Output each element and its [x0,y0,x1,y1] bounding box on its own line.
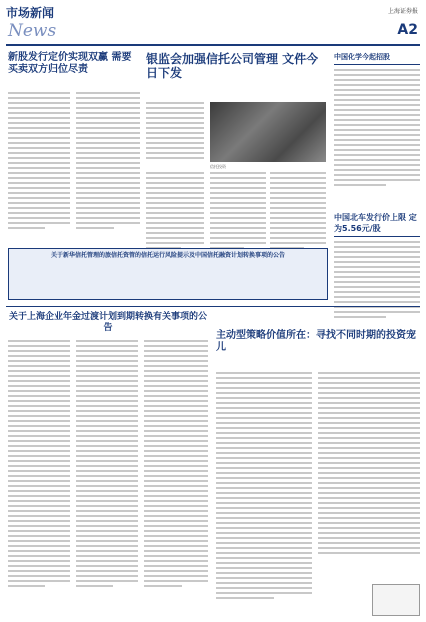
article-4[interactable] [334,212,420,321]
photo-caption: 信托投资 [210,164,226,169]
article-photo [210,102,326,162]
article-6-col-2 [318,372,420,557]
article-6-title[interactable]: 主动型策略价值所在：寻找不同时期的投资宠儿 [216,330,416,353]
promo-logo [372,584,420,616]
article-2-body-cont-2 [210,172,266,252]
notice-banner [8,248,328,300]
article-5-col-2 [76,340,138,590]
article-1-body-left [8,92,70,232]
article-2-body-cont-1 [146,172,204,252]
notice-title: 关于新华信托管理的旅信托资管的信托运行风险提示及中国信托融资计划转换事项的公告 [50,252,285,259]
article-1-title[interactable]: 新股发行定价实现双赢 需要买卖双方归位尽责 [8,52,132,75]
article-2-body-cont-3 [270,172,326,252]
article-2-title[interactable]: 银监会加强信托公司管理 文件今日下发 [146,52,319,81]
article-4-title[interactable]: 中国北车发行价上限 定为5.56元/股 [334,212,420,237]
article-2[interactable] [146,52,326,85]
notice-text [9,260,327,264]
article-1[interactable] [8,52,140,80]
article-5-title[interactable]: 关于上海企业年金过渡计划到期转换有关事项的公告 [8,312,207,333]
section-divider [6,306,420,307]
article-2-body-left [146,102,204,162]
article-3-title[interactable]: 中国化学今起招股 [334,52,420,65]
article-5[interactable] [8,312,208,338]
article-6[interactable] [216,330,420,358]
article-3[interactable] [334,52,420,189]
page-number: A2 [397,22,418,38]
article-6-col-1 [216,372,312,602]
article-1-body-right [76,92,140,232]
paper-name: 上海证券报 [387,8,418,15]
masthead [6,4,420,46]
section-subtitle: News [8,21,57,41]
article-5-col-1 [8,340,70,590]
section-name: 市场新闻 [6,6,55,20]
article-5-col-3 [144,340,208,590]
